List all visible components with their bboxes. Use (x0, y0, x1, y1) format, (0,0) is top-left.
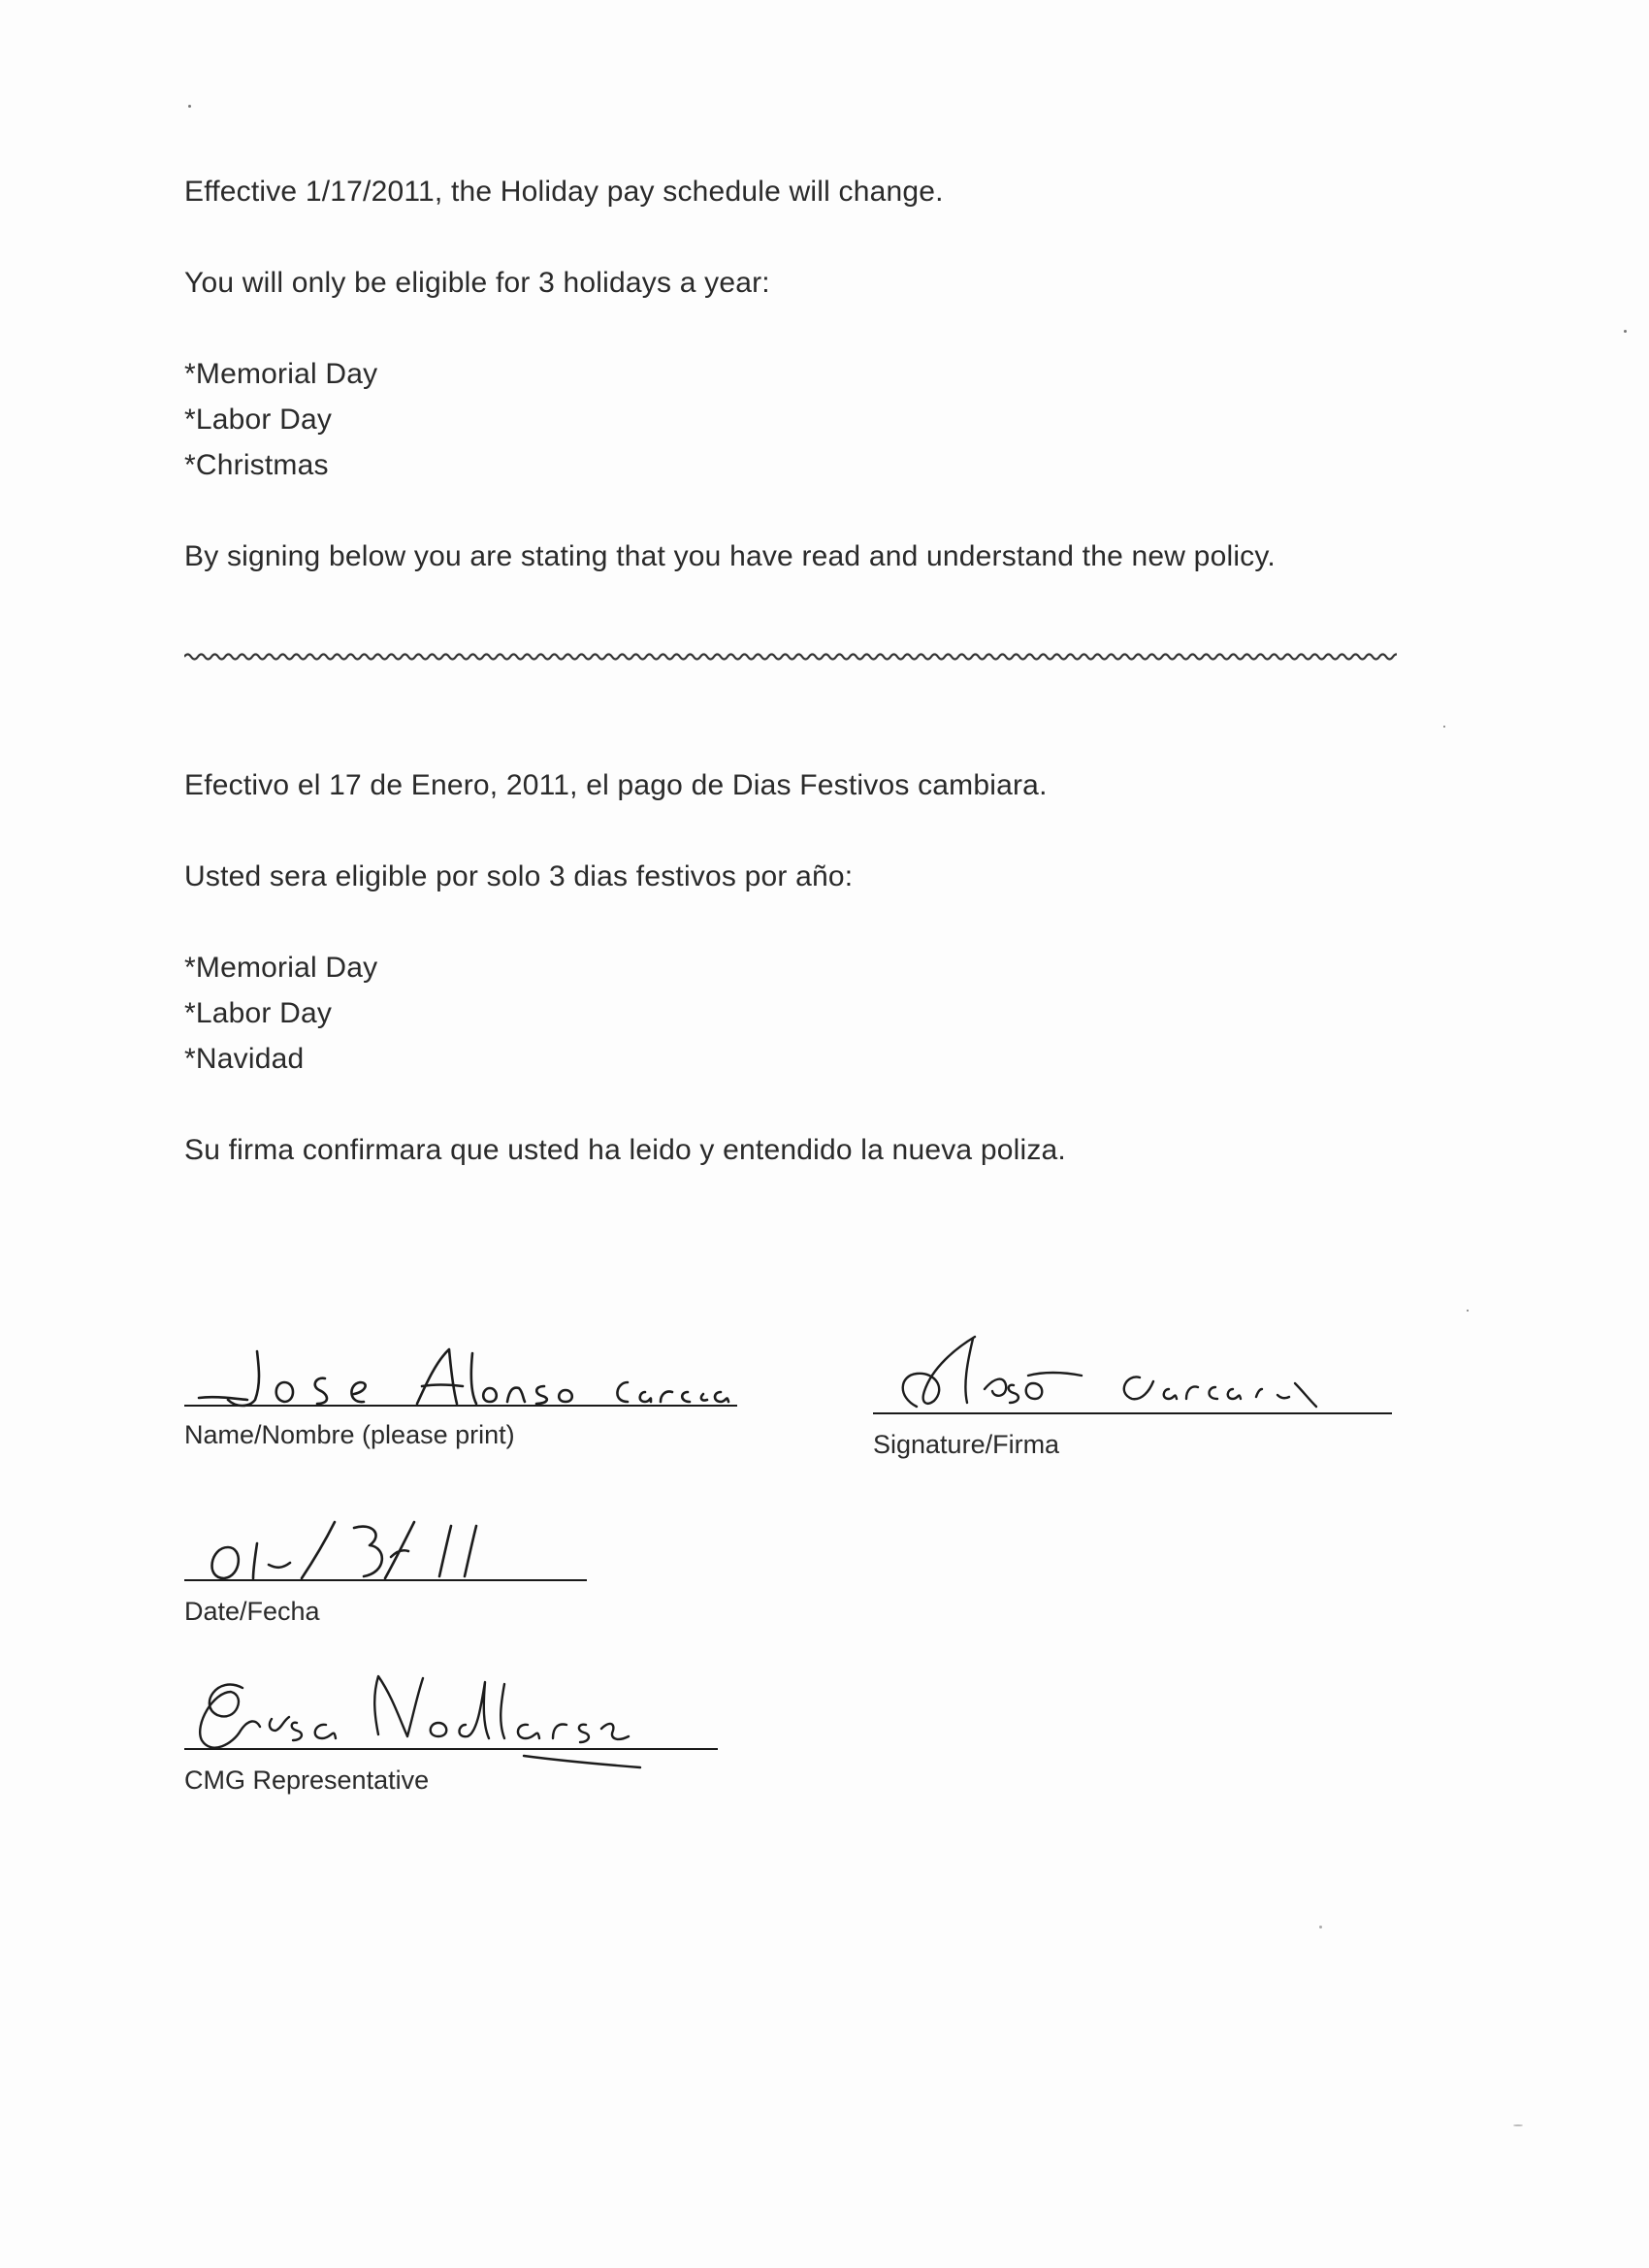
name-signature-line (184, 1405, 737, 1407)
representative-line (184, 1748, 718, 1750)
english-holiday-item: *Memorial Day (184, 358, 378, 390)
name-caption: Name/Nombre (please print) (184, 1420, 515, 1449)
signature-caption: Signature/Firma (873, 1430, 1060, 1459)
handwritten-signature (878, 1329, 1334, 1416)
scan-speck (1443, 726, 1445, 728)
spanish-effective-text: Efectivo el 17 de Enero, 2011, el pago de Dias Festivos cambiara. (184, 769, 1048, 801)
scan-speck (1319, 1926, 1322, 1928)
scan-speck (188, 105, 191, 108)
spanish-holiday-item: *Labor Day (184, 997, 333, 1029)
scan-speck (1513, 2124, 1523, 2126)
english-eligibility-text: You will only be eligible for 3 holidays a year: (184, 267, 770, 299)
scan-speck (1467, 1310, 1469, 1312)
spanish-statement-text: Su firma confirmara que usted ha leido y entendido la nueva poliza. (184, 1134, 1066, 1166)
signature-line (873, 1412, 1392, 1414)
representative-caption: CMG Representative (184, 1766, 430, 1795)
spanish-holiday-item: *Navidad (184, 1043, 305, 1075)
tilde-divider (184, 650, 1397, 664)
date-line (184, 1579, 587, 1581)
english-holiday-item: *Christmas (184, 449, 329, 481)
handwritten-date (189, 1508, 519, 1586)
english-effective-text: Effective 1/17/2011, the Holiday pay schedule will change. (184, 176, 944, 208)
handwritten-name (189, 1344, 752, 1411)
spanish-holiday-item: *Memorial Day (184, 952, 378, 984)
scan-speck (1624, 330, 1627, 333)
date-caption: Date/Fecha (184, 1597, 320, 1626)
english-statement-text: By signing below you are stating that you have read and understand the new policy. (184, 540, 1276, 572)
representative-signature (184, 1667, 728, 1773)
spanish-eligibility-text: Usted sera eligible por solo 3 dias festivos por año: (184, 860, 854, 892)
english-holiday-item: *Labor Day (184, 404, 333, 436)
